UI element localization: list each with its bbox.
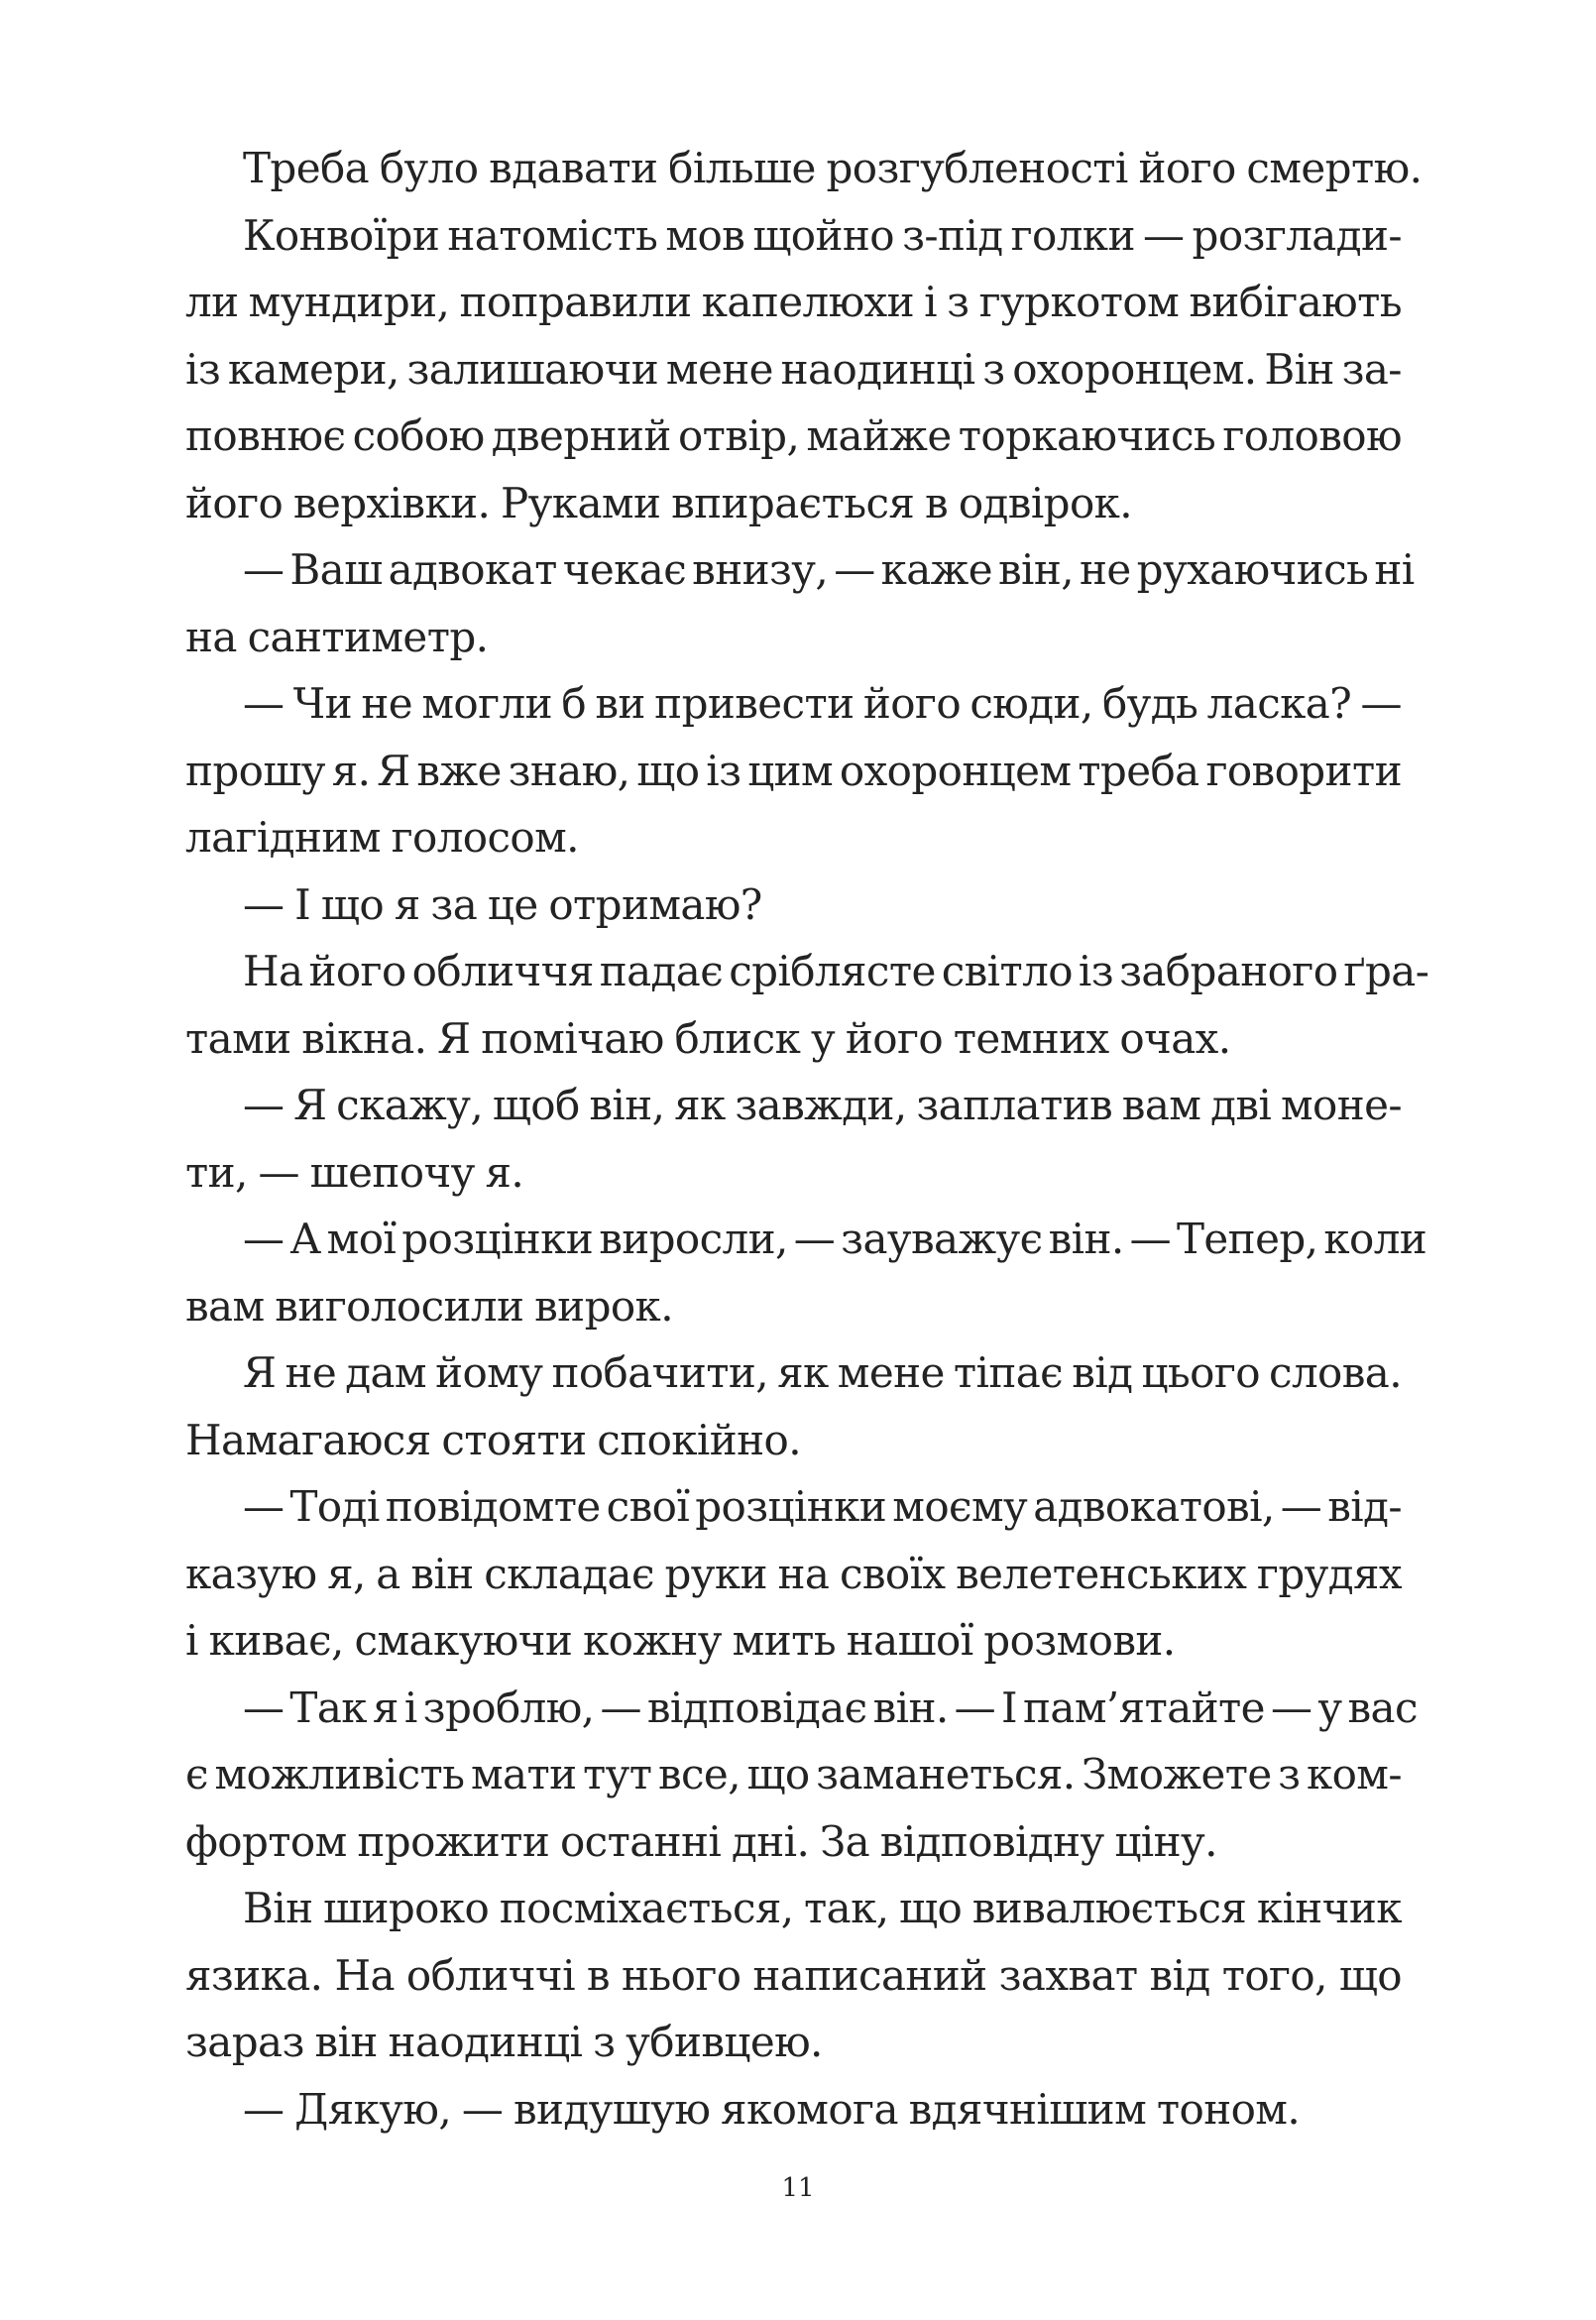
- text-line: На його обличчя падає сріблясте світло із забраного ґра-: [243, 947, 1429, 995]
- text-line: — Тоді повідомте свої розцінки моєму адвокатові, — від-: [243, 1482, 1402, 1531]
- text-line: — А мої розцінки виросли, — зауважує він. — Тепер, коли: [243, 1215, 1427, 1263]
- text-line: — Так я і зроблю, — відповідає він. — І пам’ятайте — у вас: [243, 1682, 1418, 1732]
- text-line: Намагаюся стояти спокійно.: [185, 1415, 801, 1464]
- text-line: його верхівки. Руками впирається в одвірок.: [185, 478, 1133, 527]
- text-line: ти, — шепочу я.: [185, 1147, 524, 1197]
- text-line: тами вікна. Я помічаю блиск у його темних очах.: [185, 1013, 1231, 1063]
- text-line: повнює собою дверний отвір, майже торкаючись головою: [185, 411, 1402, 460]
- text-line: ли мундири, поправили капелюхи і з гуркотом вибігають: [185, 278, 1402, 326]
- text-line: — Ваш адвокат чекає внизу, — каже він, не рухаючись ні: [243, 545, 1415, 594]
- text-line: язика. На обличчі в нього написаний захват від того, що: [185, 1950, 1402, 2000]
- text-line: із камери, залишаючи мене наодинці з охоронцем. Він за-: [185, 344, 1402, 394]
- text-line: Він широко посміхається, так, що вивалюється кінчик: [243, 1884, 1402, 1932]
- text-line: Я не дам йому побачити, як мене тіпає від цього слова.: [243, 1348, 1402, 1397]
- text-line: — І що я за це отримаю?: [243, 879, 762, 929]
- text-line: — Дякую, — видушую якомога вдячнішим тоном.: [243, 2084, 1301, 2134]
- text-line: прошу я. Я вже знаю, що із цим охоронцем треба говорити: [185, 746, 1402, 795]
- text-line: лагідним голосом.: [185, 813, 579, 862]
- text-line: фортом прожити останні дні. За відповідну ціну.: [185, 1816, 1217, 1866]
- text-line: зараз він наодинці з убивцею.: [185, 2018, 823, 2066]
- text-line: вам виголосили вирок.: [185, 1281, 673, 1331]
- text-line: на сантиметр.: [185, 612, 489, 661]
- body-text: [185, 135, 1429, 2143]
- text-line: казую я, а він складає руки на своїх велетенських грудях: [185, 1549, 1402, 1598]
- text-line: Конвоїри натомість мов щойно з-під голки — розглади-: [243, 210, 1402, 260]
- text-line: — Чи не могли б ви привести його сюди, будь ласка? —: [243, 679, 1402, 728]
- text-line: і киває, смакуючи кожну мить нашої розмови.: [185, 1616, 1176, 1665]
- page-number: 11: [781, 2173, 815, 2203]
- text-line: Треба було вдавати більше розгубленості його смертю.: [243, 144, 1423, 192]
- text-line: є можливість мати тут все, що заманеться. Зможете з ком-: [185, 1750, 1402, 1798]
- text-line: — Я скажу, щоб він, як завжди, заплатив вам дві моне-: [243, 1081, 1402, 1129]
